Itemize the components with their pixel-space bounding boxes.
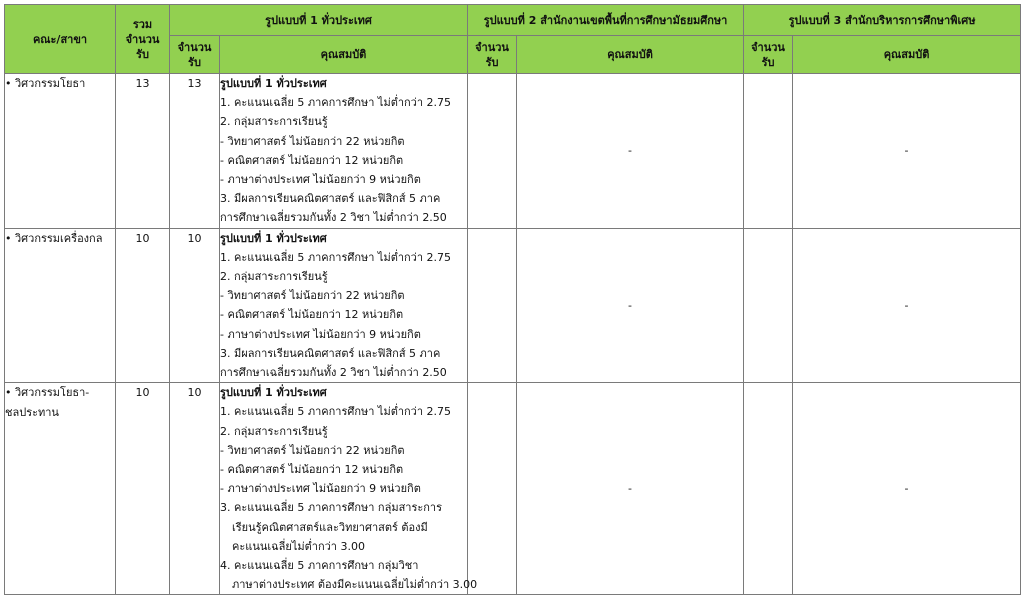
table-row	[5, 228, 1021, 383]
qual-line: 3. มีผลการเรียนคณิตศาสตร์ และฟิสิกส์ 5 ภาค	[220, 192, 441, 206]
qual-line: 2. กลุ่มสาระการเรียนรู้	[220, 270, 328, 284]
qual-line: - ภาษาต่างประเทศ ไม่น้อยกว่า 9 หน่วยกิต	[220, 327, 421, 341]
qual-line: 4. คะแนนเฉลี่ย 5 ภาคการศึกษา กลุ่มวิชา	[220, 559, 419, 573]
total-count: 10	[116, 228, 170, 383]
qual-line: 1. คะแนนเฉลี่ย 5 ภาคการศึกษา ไม่ต่ำกว่า 2.75	[220, 405, 452, 419]
s1-count: 10	[170, 228, 220, 383]
qual-line: - วิทยาศาสตร์ ไม่น้อยกว่า 22 หน่วยกิต	[220, 134, 405, 148]
s3-qualifications: -	[793, 228, 1021, 383]
qual-line: - ภาษาต่างประเทศ ไม่น้อยกว่า 9 หน่วยกิต	[220, 482, 421, 496]
s3-count	[744, 74, 793, 229]
faculty-name: • วิศวกรรมโยธา-	[5, 386, 90, 400]
s3-qualifications: -	[793, 74, 1021, 229]
header-admit-line: รับ	[188, 55, 201, 69]
s2-qualifications: -	[517, 383, 744, 595]
qual-line: - คณิตศาสตร์ ไม่น้อยกว่า 12 หน่วยกิต	[220, 308, 404, 322]
qual-line: 3. คะแนนเฉลี่ย 5 ภาคการศึกษา กลุ่มสาระการ	[220, 501, 443, 515]
s2-count	[468, 228, 517, 383]
s2-count	[468, 74, 517, 229]
faculty-name: ชลประทาน	[5, 406, 59, 420]
s3-count	[744, 228, 793, 383]
qual-line: เรียนรู้คณิตศาสตร์และวิทยาศาสตร์ ต้องมี	[232, 520, 428, 534]
total-count: 10	[116, 383, 170, 595]
qual-line: - คณิตศาสตร์ ไม่น้อยกว่า 12 หน่วยกิต	[220, 463, 404, 477]
qual-title: รูปแบบที่ 1 ทั่วประเทศ	[220, 386, 327, 400]
qual-line: คะแนนเฉลี่ยไม่ต่ำกว่า 3.00	[232, 539, 365, 553]
qual-line: 2. กลุ่มสาระการเรียนรู้	[220, 115, 328, 129]
qual-line: - ภาษาต่างประเทศ ไม่น้อยกว่า 9 หน่วยกิต	[220, 173, 421, 187]
header-s1-qualifications: คุณสมบัติ	[220, 36, 468, 74]
s2-qualifications: -	[517, 228, 744, 383]
table-row	[5, 383, 1021, 595]
qual-title: รูปแบบที่ 1 ทั่วประเทศ	[220, 77, 327, 90]
total-count: 13	[116, 74, 170, 229]
qual-line: 2. กลุ่มสาระการเรียนรู้	[220, 424, 328, 438]
header-admit-line: จำนวน	[177, 40, 212, 54]
qual-line: 3. มีผลการเรียนคณิตศาสตร์ และฟิสิกส์ 5 ภาค	[220, 346, 441, 360]
qual-line: การศึกษาเฉลี่ยรวมกันทั้ง 2 วิชา ไม่ต่ำกว่า 2.50	[220, 366, 447, 380]
faculty-cell	[5, 383, 116, 595]
qual-title: รูปแบบที่ 1 ทั่วประเทศ	[220, 231, 327, 245]
faculty-name: • วิศวกรรมเครื่องกล	[5, 231, 103, 245]
qual-line: การศึกษาเฉลี่ยรวมกันทั้ง 2 วิชา ไม่ต่ำกว่า 2.50	[220, 211, 447, 225]
faculty-name: • วิศวกรรมโยธา	[5, 77, 86, 90]
header-s3-qualifications: คุณสมบัติ	[793, 36, 1021, 74]
table-row	[5, 74, 1021, 229]
faculty-cell	[5, 74, 116, 229]
header-scheme-3: รูปแบบที่ 3 สำนักบริหารการศึกษาพิเศษ	[744, 5, 1021, 36]
qual-line: - คณิตศาสตร์ ไม่น้อยกว่า 12 หน่วยกิต	[220, 153, 404, 167]
header-s2-qualifications: คุณสมบัติ	[517, 36, 744, 74]
s1-qualifications	[220, 383, 478, 595]
header-admit-line: จำนวน	[475, 40, 509, 54]
header-total-admit	[116, 5, 170, 74]
header-total-admit-line: จำนวน	[125, 32, 160, 46]
header-total-admit-line: รับ	[136, 47, 149, 61]
s1-qualifications	[220, 228, 468, 383]
admission-table	[4, 4, 1021, 595]
s2-count	[468, 383, 517, 595]
header-admit-line: รับ	[485, 55, 499, 69]
header-s3-admit	[744, 36, 793, 74]
faculty-cell	[5, 228, 116, 383]
header-scheme-1: รูปแบบที่ 1 ทั่วประเทศ	[170, 5, 468, 36]
s3-count	[744, 383, 793, 595]
s1-count: 10	[170, 383, 220, 595]
qual-line: - วิทยาศาสตร์ ไม่น้อยกว่า 22 หน่วยกิต	[220, 289, 405, 303]
s3-qualifications: -	[793, 383, 1021, 595]
header-scheme-2: รูปแบบที่ 2 สำนักงานเขตพื้นที่การศึกษามัธยมศึกษา	[468, 5, 744, 36]
header-total-admit-line: รวม	[132, 17, 153, 31]
qual-line: 1. คะแนนเฉลี่ย 5 ภาคการศึกษา ไม่ต่ำกว่า 2.75	[220, 250, 452, 264]
header-admit-line: รับ	[761, 55, 775, 69]
qual-line: - วิทยาศาสตร์ ไม่น้อยกว่า 22 หน่วยกิต	[220, 443, 405, 457]
s1-qualifications	[220, 74, 468, 229]
header-faculty: คณะ/สาขา	[5, 5, 116, 74]
s1-count: 13	[170, 74, 220, 229]
qual-line: 1. คะแนนเฉลี่ย 5 ภาคการศึกษา ไม่ต่ำกว่า 2.75	[220, 96, 452, 110]
header-s2-admit	[468, 36, 517, 74]
header-s1-admit	[170, 36, 220, 74]
header-admit-line: จำนวน	[751, 40, 785, 54]
s2-qualifications: -	[517, 74, 744, 229]
qual-line: ภาษาต่างประเทศ ต้องมีคะแนนเฉลี่ยไม่ต่ำกว่า 3.00	[232, 578, 478, 592]
